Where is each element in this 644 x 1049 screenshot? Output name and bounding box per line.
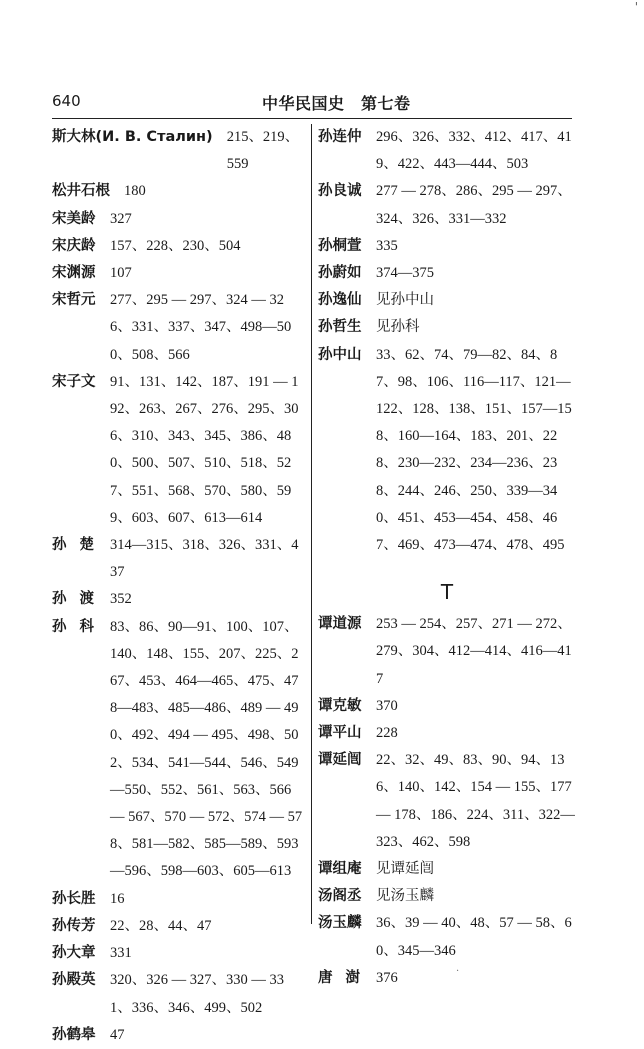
index-entry xyxy=(52,369,304,532)
index-entry-pages: 33、62、74、79—82、84、87、98、106、116—117、121—122、128、138、151、157—158、160—164、183、201、228、230—232、234—236、238、244、246、250、339—340、451、453—454、458、467、469、473—474、478、495 xyxy=(376,346,572,554)
index-entry-name: 汤阁丞 xyxy=(318,888,362,905)
index-entry-name: 孙长胜 xyxy=(52,890,96,907)
index-entry xyxy=(318,342,576,560)
index-entry-pages: 见孙中山 xyxy=(376,292,434,309)
column-divider xyxy=(311,124,312,924)
index-entry-pages: 180 xyxy=(124,183,146,200)
index-entry xyxy=(318,965,576,992)
index-entry-name: 孙传芳 xyxy=(52,917,96,934)
index-entry xyxy=(318,178,576,232)
index-entry-name: 汤玉麟 xyxy=(318,915,362,932)
index-entry-pages: 320、326 — 327、330 — 331、336、346、499、502 xyxy=(110,972,284,1016)
index-entry xyxy=(318,747,576,856)
index-entry-pages: 91、131、142、187、191 — 192、263、267、276、295、306、310、343、345、386、480、500、507、510、518、527、551、568、570、580、599、603、607、613—614 xyxy=(110,373,299,526)
index-entry-pages: 327 xyxy=(110,210,132,227)
index-entry xyxy=(52,206,304,233)
index-entry-name: 孙科 xyxy=(52,618,107,635)
index-entry-name: 孙殿英 xyxy=(52,972,96,989)
index-column-left xyxy=(52,124,304,1049)
index-entry-name: 孙良诚 xyxy=(318,183,362,200)
index-entry-name: 孙桐萱 xyxy=(318,237,362,254)
index-entry xyxy=(52,124,304,178)
index-entry-pages: 157、228、230、504 xyxy=(110,237,241,254)
index-entry-pages: 22、32、49、83、90、94、136、140、142、154 — 155、177 — 178、186、224、311、322—323、462、598 xyxy=(376,752,575,850)
index-entry-pages: 见汤玉麟 xyxy=(376,888,434,905)
index-entry xyxy=(52,886,304,913)
index-entry xyxy=(318,233,576,260)
index-entry-name: 斯大林(И. В. Сталин) xyxy=(52,129,213,145)
index-entry xyxy=(52,532,304,586)
index-entry-pages: 见孙科 xyxy=(376,319,420,336)
index-entry xyxy=(52,586,304,613)
index-entry xyxy=(318,883,576,910)
corner-mark: ' xyxy=(634,0,638,14)
page-header xyxy=(52,92,572,118)
index-entry-name: 孙逸仙 xyxy=(318,292,362,309)
index-entry xyxy=(318,260,576,287)
index-entry-name: 孙中山 xyxy=(318,346,362,363)
section-letter: T xyxy=(440,580,454,605)
index-entry-name: 谭平山 xyxy=(318,725,362,742)
index-entry-pages: 228 xyxy=(376,725,398,742)
page-number: 640 xyxy=(52,92,81,110)
index-entry-pages: 370 xyxy=(376,697,398,714)
index-entry xyxy=(318,856,576,883)
index-entry-pages: 47 xyxy=(110,1026,125,1043)
index-entry-name: 谭克敏 xyxy=(318,697,362,714)
index-entry xyxy=(318,693,576,720)
index-entry-pages: 352 xyxy=(110,591,132,608)
index-entry-name: 宋庆龄 xyxy=(52,237,96,254)
index-entry xyxy=(52,967,304,1021)
index-column-right xyxy=(318,124,576,992)
index-entry-pages: 83、86、90—91、100、107、140、148、155、207、225、267、453、464—465、475、478—483、485—486、489 — 490、492、494 — 495、498、502、534、541—544、546、549—550、552、561、563、566 — 567、570 — 572、574 — 578、581—582、585—589、593—596、598—603、605—613 xyxy=(110,618,303,880)
header-rule xyxy=(52,118,572,119)
index-entry-name: 孙大章 xyxy=(52,945,96,962)
index-entry-pages: 253 — 254、257、271 — 272、279、304、412—414、416—417 xyxy=(376,616,572,687)
index-entry-pages: 107 xyxy=(110,265,132,282)
index-entry xyxy=(318,314,576,341)
index-entry-name: 宋哲元 xyxy=(52,292,96,309)
index-entry-name: 松井石根 xyxy=(52,183,110,200)
index-entry-pages: 374—375 xyxy=(376,265,434,282)
index-entry xyxy=(318,611,576,693)
index-entry-name: 孙蔚如 xyxy=(318,265,362,282)
index-entry-name: 孙鹤皋 xyxy=(52,1026,96,1043)
index-entry-name: 孙哲生 xyxy=(318,319,362,336)
index-entry xyxy=(318,287,576,314)
index-entry-pages: 277、295 — 297、324 — 326、331、337、347、498—500、508、566 xyxy=(110,292,292,363)
index-entry xyxy=(52,287,304,369)
index-entry xyxy=(318,720,576,747)
index-entry-name: 谭延闿 xyxy=(318,752,362,769)
index-entry xyxy=(52,1022,304,1049)
index-entry-name: 宋渊源 xyxy=(52,265,96,282)
bottom-mark: · xyxy=(456,966,460,977)
index-entry-pages: 335 xyxy=(376,237,398,254)
index-entry xyxy=(52,940,304,967)
index-section-t xyxy=(318,611,576,992)
index-entry xyxy=(52,260,304,287)
index-entry xyxy=(52,614,304,886)
index-entry-name: 唐澍 xyxy=(318,969,373,986)
index-entry xyxy=(318,124,576,178)
index-entry-name: 孙渡 xyxy=(52,591,107,608)
index-entry-pages: 见谭延闿 xyxy=(376,861,434,878)
index-entry xyxy=(52,233,304,260)
index-entry-pages: 296、326、332、412、417、419、422、443—444、503 xyxy=(376,129,572,173)
index-section-s-continued xyxy=(318,124,576,559)
index-entry-pages: 215、219、559 xyxy=(226,129,300,173)
running-title: 中华民国史 第七卷 xyxy=(262,94,411,113)
index-entry-pages: 376 xyxy=(376,969,398,986)
index-entry-name: 宋美龄 xyxy=(52,210,96,227)
index-entry-pages: 277 — 278、286、295 — 297、324、326、331—332 xyxy=(376,183,572,227)
index-entry-name: 孙楚 xyxy=(52,537,107,554)
index-entry-name: 谭道源 xyxy=(318,616,362,633)
index-entry-name: 孙连仲 xyxy=(318,129,362,145)
index-entry-pages: 22、28、44、47 xyxy=(110,917,212,934)
index-entry xyxy=(318,910,576,964)
index-entry-pages: 36、39 — 40、48、57 — 58、60、345—346 xyxy=(376,915,572,959)
index-entry-pages: 331 xyxy=(110,945,132,962)
index-entry-name: 谭组庵 xyxy=(318,861,362,878)
index-entry-name: 宋子文 xyxy=(52,373,96,390)
index-entry xyxy=(52,913,304,940)
index-entry xyxy=(52,178,304,205)
index-entry-pages: 314—315、318、326、331、437 xyxy=(110,537,299,581)
index-entry-pages: 16 xyxy=(110,890,125,907)
